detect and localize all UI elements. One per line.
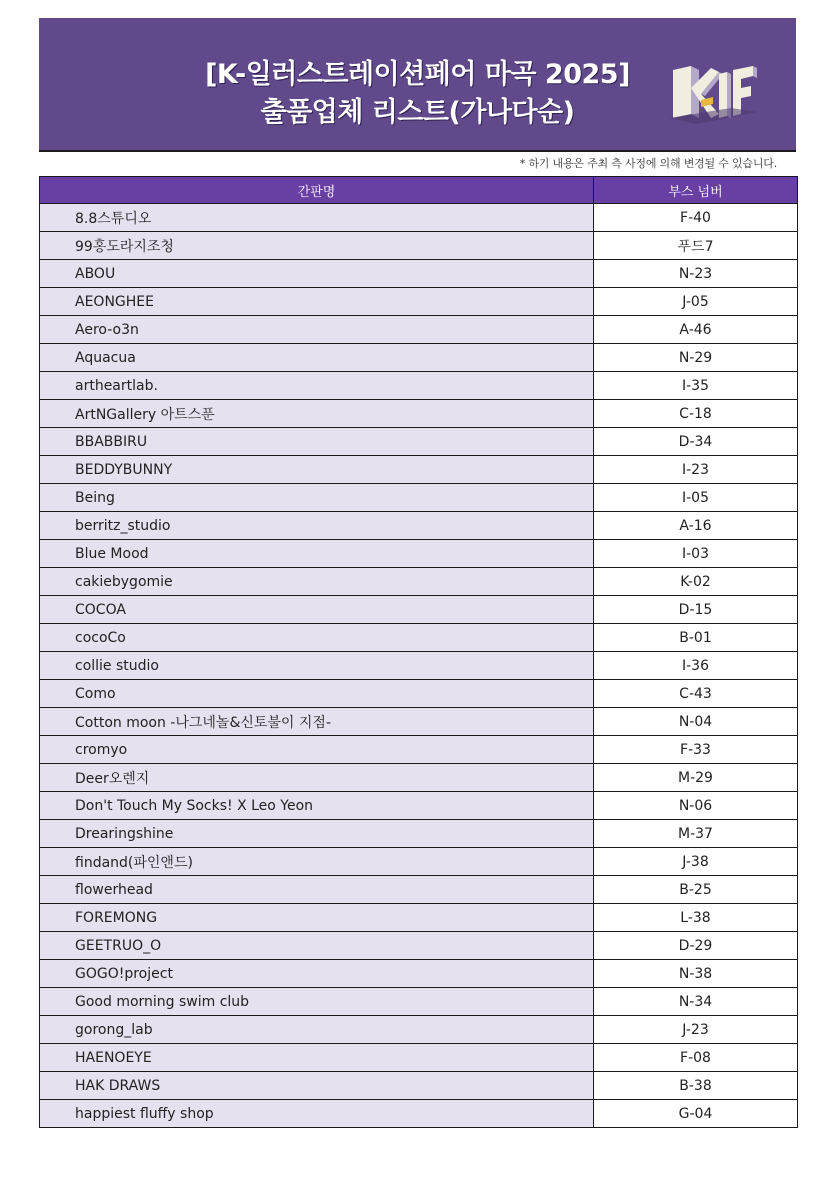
- table-row: [40, 652, 798, 680]
- table-row: [40, 344, 798, 372]
- table-row: [40, 932, 798, 960]
- table-row: [40, 596, 798, 624]
- exhibitor-name: HAENOEYE: [40, 1044, 594, 1072]
- booth-number: F-40: [594, 204, 798, 232]
- table-row: [40, 232, 798, 260]
- table-row: [40, 204, 798, 232]
- booth-number: A-16: [594, 512, 798, 540]
- booth-number: I-36: [594, 652, 798, 680]
- booth-number: N-06: [594, 792, 798, 820]
- exhibitor-name: COCOA: [40, 596, 594, 624]
- exhibitor-name: cocoCo: [40, 624, 594, 652]
- exhibitor-name: flowerhead: [40, 876, 594, 904]
- booth-number: K-02: [594, 568, 798, 596]
- booth-number: N-23: [594, 260, 798, 288]
- booth-number: 푸드7: [594, 232, 798, 260]
- table-row: [40, 400, 798, 428]
- exhibitor-name: GEETRUO_O: [40, 932, 594, 960]
- booth-number: A-46: [594, 316, 798, 344]
- table-row: [40, 568, 798, 596]
- exhibitor-name: AEONGHEE: [40, 288, 594, 316]
- exhibitor-name: Deer오렌지: [40, 764, 594, 792]
- booth-number: D-29: [594, 932, 798, 960]
- page-subtitle: 출품업체 리스트(가나다순): [260, 97, 575, 128]
- table-row: [40, 1100, 798, 1128]
- exhibitor-name: happiest fluffy shop: [40, 1100, 594, 1128]
- exhibitor-name: Good morning swim club: [40, 988, 594, 1016]
- table-row: [40, 456, 798, 484]
- exhibitor-name: ArtNGallery 아트스푼: [40, 400, 594, 428]
- booth-number: J-23: [594, 1016, 798, 1044]
- booth-number: M-37: [594, 820, 798, 848]
- exhibitor-name: Como: [40, 680, 594, 708]
- booth-number: N-38: [594, 960, 798, 988]
- table-row: [40, 512, 798, 540]
- table-row: [40, 372, 798, 400]
- booth-number: I-35: [594, 372, 798, 400]
- booth-number: B-25: [594, 876, 798, 904]
- table-row: [40, 848, 798, 876]
- exhibitor-name: gorong_lab: [40, 1016, 594, 1044]
- exhibitor-name: Aquacua: [40, 344, 594, 372]
- booth-number: M-29: [594, 764, 798, 792]
- exhibitor-name: collie studio: [40, 652, 594, 680]
- booth-number: C-18: [594, 400, 798, 428]
- booth-number: I-23: [594, 456, 798, 484]
- booth-number: I-03: [594, 540, 798, 568]
- exhibitor-name: BBABBIRU: [40, 428, 594, 456]
- table-row: [40, 428, 798, 456]
- table-row: [40, 540, 798, 568]
- kilf-logo: [661, 52, 761, 132]
- table-row: [40, 960, 798, 988]
- table-row: [40, 764, 798, 792]
- table-row: [40, 736, 798, 764]
- booth-number: F-33: [594, 736, 798, 764]
- exhibitor-name: berritz_studio: [40, 512, 594, 540]
- logo-block-k: [673, 66, 723, 118]
- column-header-booth: 부스 넘버: [594, 177, 798, 204]
- booth-number: D-34: [594, 428, 798, 456]
- booth-number: J-05: [594, 288, 798, 316]
- exhibitor-name: 8.8스튜디오: [40, 204, 594, 232]
- notice-text: * 하기 내용은 주최 측 사정에 의해 변경될 수 있습니다.: [519, 157, 777, 170]
- exhibitor-name: Don't Touch My Socks! X Leo Yeon: [40, 792, 594, 820]
- booth-number: F-08: [594, 1044, 798, 1072]
- booth-number: N-34: [594, 988, 798, 1016]
- table-row: [40, 708, 798, 736]
- table-row: [40, 904, 798, 932]
- booth-number: J-38: [594, 848, 798, 876]
- exhibitor-name: cromyo: [40, 736, 594, 764]
- exhibitor-name: GOGO!project: [40, 960, 594, 988]
- booth-number: D-15: [594, 596, 798, 624]
- header-banner: [39, 18, 796, 150]
- table-row: [40, 316, 798, 344]
- exhibitor-name: BEDDYBUNNY: [40, 456, 594, 484]
- exhibitor-name: ABOU: [40, 260, 594, 288]
- table-row: [40, 876, 798, 904]
- table-row: [40, 820, 798, 848]
- header-divider: [39, 150, 796, 152]
- column-header-name: 간판명: [40, 177, 594, 204]
- exhibitor-name: findand(파인앤드): [40, 848, 594, 876]
- table-row: [40, 1072, 798, 1100]
- exhibitor-name: cakiebygomie: [40, 568, 594, 596]
- booth-number: N-29: [594, 344, 798, 372]
- table-row: [40, 288, 798, 316]
- table-row: [40, 988, 798, 1016]
- exhibitor-name: 99홍도라지조청: [40, 232, 594, 260]
- exhibitor-name: Aero-o3n: [40, 316, 594, 344]
- exhibitor-table: [39, 176, 798, 1128]
- table-row: [40, 1016, 798, 1044]
- exhibitor-name: Drearingshine: [40, 820, 594, 848]
- table-row: [40, 624, 798, 652]
- table-row: [40, 1044, 798, 1072]
- exhibitor-name: Blue Mood: [40, 540, 594, 568]
- page-title: [K-일러스트레이션페어 마곡 2025]: [205, 59, 630, 90]
- booth-number: G-04: [594, 1100, 798, 1128]
- exhibitor-name: FOREMONG: [40, 904, 594, 932]
- exhibitor-name: artheartlab.: [40, 372, 594, 400]
- exhibitor-name: Cotton moon -나그네놀&신토불이 지점-: [40, 708, 594, 736]
- table-header-row: [40, 177, 798, 204]
- exhibitor-name: HAK DRAWS: [40, 1072, 594, 1100]
- exhibitor-name: Being: [40, 484, 594, 512]
- booth-number: B-38: [594, 1072, 798, 1100]
- booth-number: N-04: [594, 708, 798, 736]
- booth-number: L-38: [594, 904, 798, 932]
- booth-number: I-05: [594, 484, 798, 512]
- booth-number: C-43: [594, 680, 798, 708]
- table-row: [40, 484, 798, 512]
- booth-number: B-01: [594, 624, 798, 652]
- table-row: [40, 260, 798, 288]
- table-row: [40, 792, 798, 820]
- table-row: [40, 680, 798, 708]
